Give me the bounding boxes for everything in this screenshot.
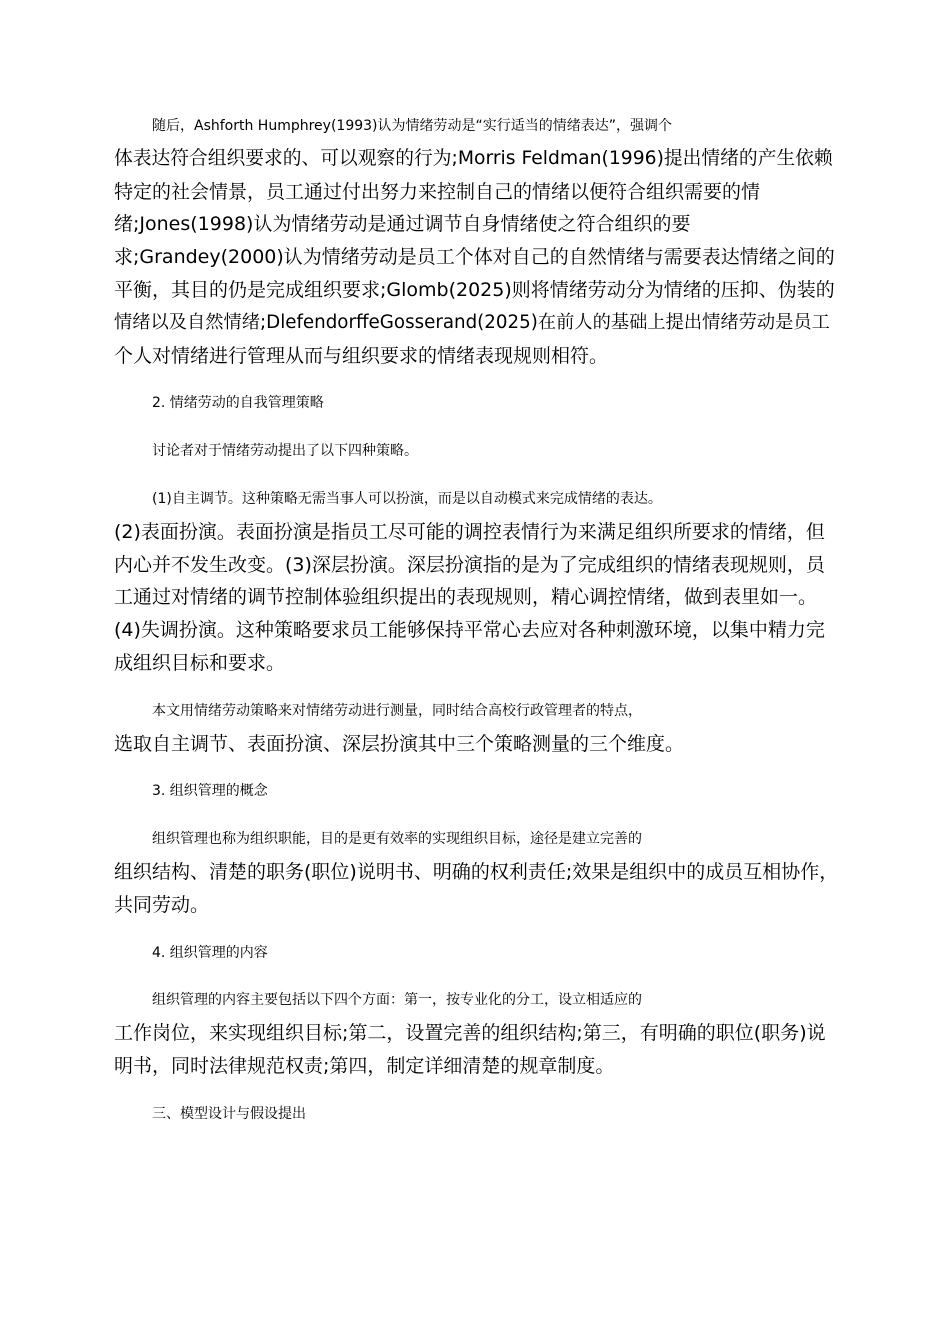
text-line: 组织结构、清楚的职务(职位)说明书、明确的权利责任;效果是组织中的成员互相协作， [114, 860, 839, 883]
text-line: 情绪以及自然情绪;DlefendorffeGosserand(2025)在前人的基础上提出情绪劳动是员工 [114, 311, 830, 333]
text-line: 组织管理也称为组织职能，目的是更有效率的实现组织目标，途径是建立完善的 [152, 831, 642, 848]
text-line: 特定的社会情景，员工通过付出努力来控制自己的情绪以便符合组织需要的情 [114, 180, 761, 203]
document-page [114, 110, 838, 1146]
text-line: 三、模型设计与假设提出 [152, 1105, 306, 1122]
paragraph [114, 823, 838, 921]
text-line: 工作岗位，来实现组织目标;第二，设置完善的组织结构;第三，有明确的职位(职务)说 [114, 1022, 826, 1045]
text-line: 讨论者对于情绪劳动提出了以下四种策略。 [152, 443, 418, 460]
paragraph [114, 435, 838, 468]
text-line: (4)失调扮演。这种策略要求员工能够保持平常心去应对各种刺激环境，以集中精力完 [114, 619, 825, 642]
text-line: 4. 组织管理的内容 [152, 944, 268, 961]
text-line: (2)表面扮演。表面扮演是指员工尽可能的调控表情行为来满足组织所要求的情绪，但 [114, 520, 825, 543]
text-line: 随后，Ashforth Humphrey(1993)认为情绪劳动是“实行适当的情绪表达”，强调个 [152, 118, 673, 134]
section-heading [114, 387, 838, 420]
text-line: 平衡，其目的仍是完成组织要求;Glomb(2025)则将情绪劳动分为情绪的压抑、伪装的 [114, 278, 835, 301]
text-line: 体表达符合组织要求的、可以观察的行为;Morris Feldman(1996)提出情绪的产生依赖 [114, 147, 833, 169]
text-line: 工通过对情绪的调节控制体验组织提出的表现规则，精心调控情绪，做到表里如一。 [114, 586, 818, 609]
text-line: 内心并不发生改变。(3)深层扮演。深层扮演指的是为了完成组织的情绪表现规则，员 [114, 553, 825, 576]
text-line: 本文用情绪劳动策略来对情绪劳动进行测量，同时结合高校行政管理者的特点， [152, 702, 642, 719]
text-line: 选取自主调节、表面扮演、深层扮演其中三个策略测量的三个维度。 [114, 732, 685, 755]
paragraph [114, 110, 838, 372]
section-heading [114, 937, 838, 970]
text-line: 绪;Jones(1998)认为情绪劳动是通过调节自身情绪使之符合组织的要 [114, 213, 691, 236]
text-line: 求;Grandey(2000)认为情绪劳动是员工个体对自己的自然情绪与需要表达情绪之间的 [114, 246, 835, 269]
text-line: 2. 情绪劳动的自我管理策略 [152, 395, 324, 412]
text-line: 个人对情绪进行管理从而与组织要求的情绪表现规则相符。 [114, 344, 609, 367]
text-line: 明书，同时法律规范权责;第四，制定详细清楚的规章制度。 [114, 1054, 615, 1077]
paragraph [114, 695, 838, 761]
text-line: 组织管理的内容主要包括以下四个方面：第一，按专业化的分工，设立相适应的 [152, 992, 642, 1009]
text-line: 成组织目标和要求。 [114, 651, 286, 674]
section-heading [114, 775, 838, 808]
section-heading [114, 1098, 838, 1131]
paragraph [114, 483, 838, 680]
text-line: (1)自主调节。这种策略无需当事人可以扮演，而是以自动模式来完成情绪的表达。 [152, 490, 662, 507]
text-line: 共同劳动。 [114, 893, 210, 916]
paragraph [114, 984, 838, 1082]
text-line: 3. 组织管理的概念 [152, 783, 268, 800]
